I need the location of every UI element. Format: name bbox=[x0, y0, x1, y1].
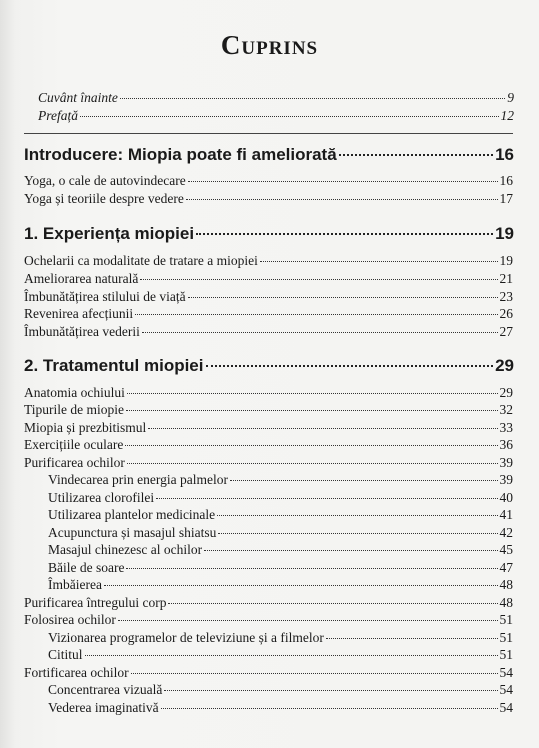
toc-subentry[interactable] bbox=[48, 560, 513, 576]
toc-section-heading: 2. Tratamentul miopiei bbox=[24, 356, 204, 375]
toc-entry[interactable] bbox=[24, 191, 513, 207]
leader-dots bbox=[131, 673, 498, 674]
leader-dots bbox=[164, 690, 497, 691]
page-title: Cuprins bbox=[220, 30, 319, 60]
leader-dots bbox=[85, 655, 498, 656]
leader-dots bbox=[168, 603, 497, 604]
leader-dots bbox=[218, 533, 497, 534]
toc-entry[interactable] bbox=[24, 437, 513, 453]
toc-entry-page: 12 bbox=[500, 108, 514, 123]
leader-dots bbox=[126, 410, 498, 411]
toc-entry[interactable] bbox=[24, 595, 513, 611]
toc-entry[interactable] bbox=[24, 271, 513, 287]
toc-subentry[interactable] bbox=[48, 700, 513, 716]
toc-subentry[interactable] bbox=[48, 490, 513, 506]
toc-entry-label: Masajul chinezesc al ochilor bbox=[48, 542, 203, 557]
toc-subentry[interactable] bbox=[48, 682, 513, 698]
toc-entry[interactable] bbox=[24, 402, 513, 418]
leader-dots bbox=[118, 620, 498, 621]
divider-rule bbox=[24, 133, 513, 134]
leader-dots bbox=[206, 365, 494, 367]
toc-entry-label: Prefață bbox=[38, 108, 78, 123]
toc-entry-page: 51 bbox=[499, 647, 513, 662]
leader-dots bbox=[217, 515, 497, 516]
toc-subentry[interactable] bbox=[48, 525, 513, 541]
toc-entry-page: 21 bbox=[499, 271, 513, 286]
toc-entry-page: 48 bbox=[499, 577, 513, 592]
leader-dots bbox=[196, 233, 493, 235]
toc-entry-label: Concentrarea vizuală bbox=[48, 682, 163, 697]
toc-entry[interactable] bbox=[24, 253, 513, 269]
toc-subentry[interactable] bbox=[48, 472, 513, 488]
leader-dots bbox=[148, 428, 497, 429]
toc-entry[interactable] bbox=[24, 173, 513, 189]
toc-entry-label: Exercițiile oculare bbox=[24, 437, 124, 452]
toc-section-chapter-1[interactable] bbox=[24, 224, 514, 244]
toc-entry-label: Îmbunătățirea vederii bbox=[24, 324, 140, 339]
toc-entry-label: Revenirea afecțiunii bbox=[24, 306, 134, 321]
toc-section-heading: 1. Experiența miopiei bbox=[24, 224, 195, 243]
leader-dots bbox=[80, 116, 499, 117]
toc-entry-page: 26 bbox=[499, 306, 513, 321]
toc-entry-page: 23 bbox=[499, 289, 513, 304]
toc-entry-label: Purificarea ochilor bbox=[24, 455, 125, 470]
toc-entry-page: 29 bbox=[499, 385, 513, 400]
leader-dots bbox=[127, 393, 498, 394]
toc-entry-label: Cuvânt înainte bbox=[38, 90, 118, 105]
toc-entry-page: 42 bbox=[499, 525, 513, 540]
toc-entry-page: 9 bbox=[507, 90, 514, 105]
toc-subentry[interactable] bbox=[48, 507, 513, 523]
toc-entry-foreword[interactable] bbox=[38, 90, 514, 106]
toc-entry[interactable] bbox=[24, 385, 513, 401]
toc-entry[interactable] bbox=[24, 306, 513, 322]
toc-entry-label: Ameliorarea naturală bbox=[24, 271, 139, 286]
toc-entry-page: 51 bbox=[499, 612, 513, 627]
toc-entry-page: 47 bbox=[499, 560, 513, 575]
toc-section-page: 19 bbox=[495, 224, 514, 243]
toc-entry-label: Yoga și teoriile despre vedere bbox=[24, 191, 184, 206]
toc-entry-label: Yoga, o cale de autovindecare bbox=[24, 173, 186, 188]
toc-subentry[interactable] bbox=[48, 542, 513, 558]
toc-entry-page: 36 bbox=[499, 437, 513, 452]
toc-entry-page: 17 bbox=[499, 191, 513, 206]
toc-entry[interactable] bbox=[24, 612, 513, 628]
toc-entry-page: 45 bbox=[499, 542, 513, 557]
toc-entry[interactable] bbox=[24, 324, 513, 340]
toc-entry-label: Tipurile de miopie bbox=[24, 402, 124, 417]
toc-section-chapter-2[interactable] bbox=[24, 356, 514, 376]
toc-entry-label: Purificarea întregului corp bbox=[24, 595, 167, 610]
leader-dots bbox=[135, 314, 497, 315]
toc-subentry[interactable] bbox=[48, 577, 513, 593]
toc-entry-label: Fortificarea ochilor bbox=[24, 665, 129, 680]
toc-entry-page: 54 bbox=[499, 665, 513, 680]
toc-entry[interactable] bbox=[24, 289, 513, 305]
leader-dots bbox=[260, 261, 498, 262]
leader-dots bbox=[230, 480, 498, 481]
toc-entry-page: 48 bbox=[499, 595, 513, 610]
leader-dots bbox=[161, 708, 498, 709]
toc-entry-page: 54 bbox=[499, 682, 513, 697]
toc-entry-label: Anatomia ochiului bbox=[24, 385, 125, 400]
toc-section-page: 16 bbox=[495, 145, 514, 164]
leader-dots bbox=[142, 332, 498, 333]
toc-entry[interactable] bbox=[24, 455, 513, 471]
leader-dots bbox=[140, 279, 497, 280]
toc-entry-page: 54 bbox=[499, 700, 513, 715]
toc-entry-label: Folosirea ochilor bbox=[24, 612, 116, 627]
leader-dots bbox=[156, 498, 497, 499]
toc-entry-label: Băile de soare bbox=[48, 560, 125, 575]
toc-section-page: 29 bbox=[495, 356, 514, 375]
toc-entry-page: 40 bbox=[499, 490, 513, 505]
toc-entry-label: Acupunctura și masajul shiatsu bbox=[48, 525, 217, 540]
toc-entry-label: Cititul bbox=[48, 647, 83, 662]
toc-entry-label: Miopia și prezbitismul bbox=[24, 420, 147, 435]
toc-entry-label: Vizionarea programelor de televiziune și a filmelor bbox=[48, 630, 324, 645]
toc-entry-page: 19 bbox=[499, 253, 513, 268]
toc-section-heading: Introducere: Miopia poate fi ameliorată bbox=[24, 145, 337, 164]
toc-entry-page: 33 bbox=[499, 420, 513, 435]
toc-entry[interactable] bbox=[24, 665, 513, 681]
toc-entry-label: Îmbunătățirea stilului de viață bbox=[24, 289, 186, 304]
toc-entry-page: 51 bbox=[499, 630, 513, 645]
toc-entry-label: Îmbăierea bbox=[48, 577, 102, 592]
toc-entry-page: 32 bbox=[499, 402, 513, 417]
toc-entry-page: 39 bbox=[499, 472, 513, 487]
leader-dots bbox=[104, 585, 498, 586]
toc-section-introduction[interactable] bbox=[24, 145, 514, 165]
toc-entry-page: 27 bbox=[499, 324, 513, 339]
toc-entry-page: 16 bbox=[499, 173, 513, 188]
leader-dots bbox=[204, 550, 497, 551]
leader-dots bbox=[126, 568, 497, 569]
leader-dots bbox=[125, 445, 497, 446]
toc-entry-label: Utilizarea clorofilei bbox=[48, 490, 155, 505]
leader-dots bbox=[186, 199, 498, 200]
toc-entry-label: Ochelarii ca modalitate de tratare a miopiei bbox=[24, 253, 258, 268]
toc-entry-preface[interactable] bbox=[38, 108, 514, 124]
toc-entry-label: Vindecarea prin energia palmelor bbox=[48, 472, 228, 487]
toc-subentry[interactable] bbox=[48, 630, 513, 646]
leader-dots bbox=[188, 181, 498, 182]
leader-dots bbox=[339, 154, 493, 156]
toc-entry[interactable] bbox=[24, 420, 513, 436]
leader-dots bbox=[127, 463, 498, 464]
toc-entry-page: 39 bbox=[499, 455, 513, 470]
toc-entry-label: Vederea imaginativă bbox=[48, 700, 159, 715]
leader-dots bbox=[188, 297, 498, 298]
toc-entry-label: Utilizarea plantelor medicinale bbox=[48, 507, 216, 522]
leader-dots bbox=[120, 98, 505, 99]
toc-subentry[interactable] bbox=[48, 647, 513, 663]
leader-dots bbox=[326, 638, 498, 639]
toc-entry-page: 41 bbox=[499, 507, 513, 522]
